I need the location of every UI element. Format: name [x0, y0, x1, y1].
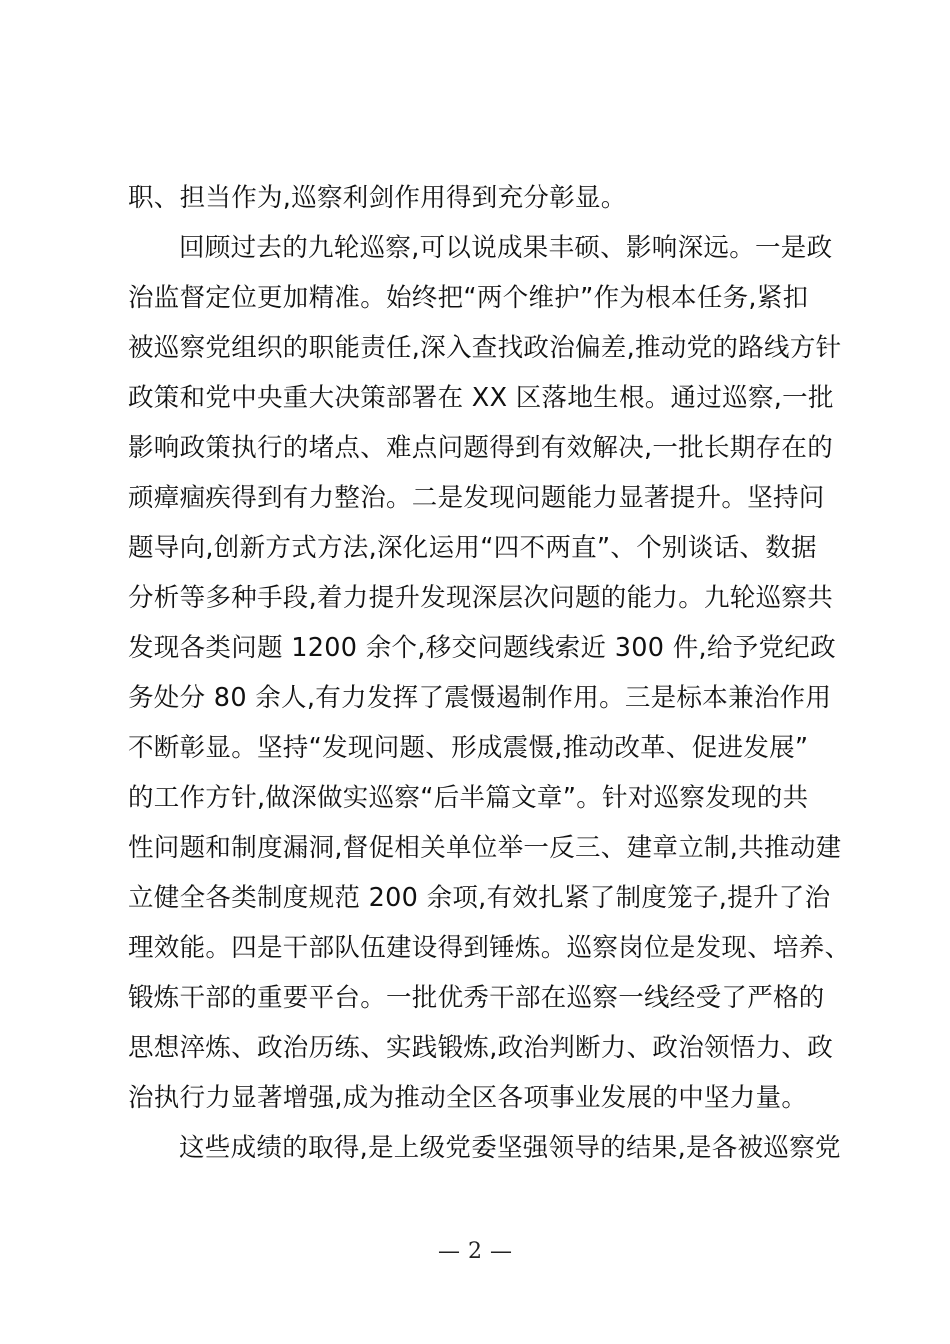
footer-dash-right: —	[490, 1239, 512, 1264]
text-line: 性问题和制度漏洞,督促相关单位举一反三、建章立制,共推动建	[128, 833, 842, 863]
page-number: 2	[468, 1239, 482, 1264]
text-line: 政策和党中央重大决策部署在 XX 区落地生根。通过巡察,一批	[128, 383, 834, 413]
paragraph-first-line: 这些成绩的取得,是上级党委坚强领导的结果,是各被巡察党	[179, 1133, 841, 1163]
footer-dash-left: —	[438, 1239, 460, 1264]
text-line: 被巡察党组织的职能责任,深入查找政治偏差,推动党的路线方针	[128, 333, 842, 363]
text-line: 的工作方针,做深做实巡察“后半篇文章”。针对巡察发现的共	[128, 783, 809, 813]
text-line: 务处分 80 余人,有力发挥了震慑遏制作用。三是标本兼治作用	[128, 683, 832, 713]
text-line: 治监督定位更加精准。始终把“两个维护”作为根本任务,紧扣	[128, 283, 809, 313]
text-line: 理效能。四是干部队伍建设得到锤炼。巡察岗位是发现、培养、	[128, 933, 851, 963]
text-line: 锻炼干部的重要平台。一批优秀干部在巡察一线经受了严格的	[128, 983, 825, 1013]
text-line: 思想淬炼、政治历练、实践锻炼,政治判断力、政治领悟力、政	[128, 1033, 834, 1063]
paragraph-first-line: 回顾过去的九轮巡察,可以说成果丰硕、影响深远。一是政	[179, 233, 833, 263]
text-line: 立健全各类制度规范 200 余项,有效扎紧了制度笼子,提升了治	[128, 883, 831, 913]
text-line: 职、担当作为,巡察利剑作用得到充分彰显。	[128, 183, 627, 213]
text-line: 分析等多种手段,着力提升发现深层次问题的能力。九轮巡察共	[128, 583, 834, 613]
text-line: 发现各类问题 1200 余个,移交问题线索近 300 件,给予党纪政	[128, 633, 836, 663]
text-line: 题导向,创新方式方法,深化运用“四不两直”、个别谈话、数据	[128, 533, 817, 563]
text-line: 影响政策执行的堵点、难点问题得到有效解决,一批长期存在的	[128, 433, 834, 463]
text-line: 治执行力显著增强,成为推动全区各项事业发展的中坚力量。	[128, 1083, 808, 1113]
text-line: 不断彰显。坚持“发现问题、形成震慑,推动改革、促进发展”	[128, 733, 809, 763]
page-footer	[0, 1236, 950, 1268]
text-line: 顽瘴痼疾得到有力整治。二是发现问题能力显著提升。坚持问	[128, 483, 825, 513]
